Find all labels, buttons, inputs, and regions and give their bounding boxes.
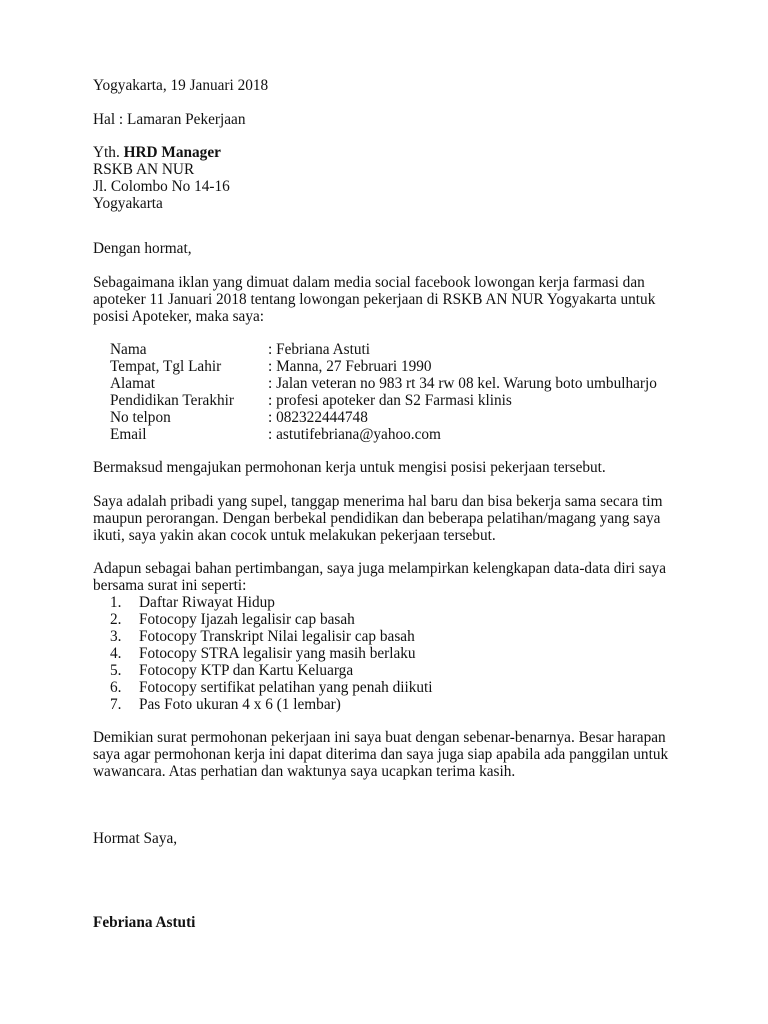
attachments-intro-line: bersama surat ini seperti: (93, 577, 247, 594)
attachment-item (0, 628, 768, 645)
applicant-value: : astutifebriana@yahoo.com (268, 426, 441, 443)
applicant-value: : Jalan veteran no 983 rt 34 rw 08 kel. Warung boto umbulharjo (268, 375, 657, 392)
applicant-value: : Febriana Astuti (268, 341, 370, 358)
signature-name (93, 914, 195, 931)
applicant-row (0, 409, 768, 426)
closing-paragraph (93, 729, 668, 780)
attachment-item (0, 611, 768, 628)
attachment-item (0, 679, 768, 696)
intro-paragraph (93, 274, 655, 325)
applicant-label: Nama (110, 341, 147, 358)
applicant-details (0, 341, 768, 443)
intro-line: apoteker 11 Januari 2018 tentang lowongan pekerjaan di RSKB AN NUR Yogyakarta untuk (93, 291, 656, 308)
attachment-number: 3. (110, 628, 122, 645)
attachment-item (0, 594, 768, 611)
intro-line: Sebagaimana iklan yang dimuat dalam media social facebook lowongan kerja farmasi dan (93, 274, 645, 291)
applicant-value: : profesi apoteker dan S2 Farmasi klinis (268, 392, 512, 409)
purpose-statement: Bermaksud mengajukan permohonan kerja untuk mengisi posisi pekerjaan tersebut. (93, 459, 606, 476)
attachment-number: 6. (110, 679, 122, 696)
attachment-text: Fotocopy Transkript Nilai legalisir cap basah (139, 628, 415, 645)
applicant-label: No telpon (110, 409, 171, 426)
closing-line: Demikian surat permohonan pekerjaan ini saya buat dengan sebenar-benarnya. Besar harapan (93, 729, 666, 746)
recipient-block (93, 144, 230, 212)
recipient-street: Jl. Colombo No 14-16 (93, 178, 230, 195)
applicant-value: : Manna, 27 Februari 1990 (268, 358, 432, 375)
applicant-row (0, 392, 768, 409)
applicant-label: Email (110, 426, 147, 443)
attachment-number: 5. (110, 662, 122, 679)
recipient-city: Yogyakarta (93, 195, 163, 212)
self-desc-line: Saya adalah pribadi yang supel, tanggap menerima hal baru dan bisa bekerja sama secara tim (93, 493, 663, 510)
attachment-item (0, 662, 768, 679)
subject-line: Hal : Lamaran Pekerjaan (93, 111, 246, 128)
intro-line: posisi Apoteker, maka saya: (93, 308, 265, 325)
closing-line: wawancara. Atas perhatian dan waktunya saya ucapkan terima kasih. (93, 763, 516, 780)
signature-name-text: Febriana Astuti (93, 914, 196, 931)
recipient-title-line (93, 144, 230, 161)
self-desc-line: ikuti, saya yakin akan cocok untuk melakukan pekerjaan tersebut. (93, 527, 496, 544)
attachment-number: 4. (110, 645, 122, 662)
place-date: Yogyakarta, 19 Januari 2018 (93, 77, 269, 94)
attachment-text: Daftar Riwayat Hidup (139, 594, 275, 611)
attachment-text: Pas Foto ukuran 4 x 6 (1 lembar) (139, 696, 341, 713)
applicant-label: Tempat, Tgl Lahir (110, 358, 222, 375)
applicant-label: Alamat (110, 375, 156, 392)
recipient-prefix: Yth. (93, 144, 120, 161)
recipient-org: RSKB AN NUR (93, 161, 195, 178)
applicant-row (0, 426, 768, 443)
attachment-text: Fotocopy Ijazah legalisir cap basah (139, 611, 355, 628)
applicant-row (0, 358, 768, 375)
greeting: Dengan hormat, (93, 240, 192, 257)
attachment-item (0, 645, 768, 662)
salutation: Hormat Saya, (93, 830, 178, 847)
applicant-row (0, 375, 768, 392)
self-description-paragraph (93, 493, 663, 544)
attachment-text: Fotocopy sertifikat pelatihan yang penah diikuti (139, 679, 433, 696)
attachments-intro-line: Adapun sebagai bahan pertimbangan, saya juga melampirkan kelengkapan data-data diri saya (93, 560, 666, 577)
attachment-text: Fotocopy KTP dan Kartu Keluarga (139, 662, 354, 679)
attachments-intro (93, 560, 666, 594)
attachment-text: Fotocopy STRA legalisir yang masih berlaku (139, 645, 416, 662)
closing-line: saya agar permohonan kerja ini dapat diterima dan saya juga siap apabila ada panggilan untuk (93, 746, 669, 763)
applicant-row (0, 341, 768, 358)
attachment-item (0, 696, 768, 713)
applicant-value: : 082322444748 (268, 409, 368, 426)
recipient-title: HRD Manager (123, 144, 221, 161)
attachment-number: 2. (110, 611, 122, 628)
self-desc-line: maupun perorangan. Dengan berbekal pendidikan dan beberapa pelatihan/magang yang saya (93, 510, 661, 527)
applicant-label: Pendidikan Terakhir (110, 392, 234, 409)
attachments-list (0, 594, 768, 713)
attachment-number: 1. (110, 594, 122, 611)
attachment-number: 7. (110, 696, 122, 713)
